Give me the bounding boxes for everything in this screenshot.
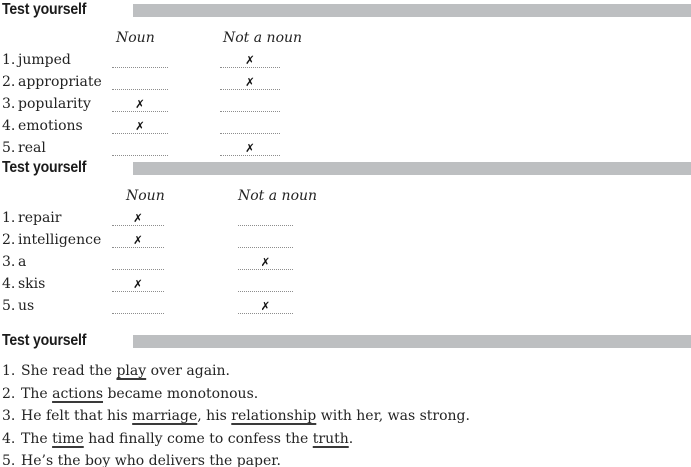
test-yourself-section-1 [2, 2, 691, 159]
not-a-noun-answer-cell [238, 276, 293, 292]
section-3-title: Test yourself [2, 332, 87, 349]
noun-answer-cell [112, 210, 164, 226]
table-row [2, 115, 691, 137]
sentence-text: The [21, 385, 53, 402]
noun-answer-cell [112, 96, 168, 112]
noun-answer-cell [112, 254, 164, 270]
not-a-noun-answer-cell [220, 74, 280, 90]
sentence-text: became monotonous. [103, 385, 259, 402]
row-word: real [18, 140, 46, 156]
not-a-noun-answer-cell [220, 118, 280, 134]
noun-answer-cell [112, 140, 168, 156]
x-mark-icon: ✗ [133, 277, 143, 291]
column-header-not-a-noun: Not a noun [238, 188, 318, 204]
sentence-number: 4. [2, 430, 16, 447]
section-3-header [2, 333, 691, 349]
row-number: 3. [2, 254, 16, 270]
noun-answer-cell [112, 118, 168, 134]
sentence-text: , his [197, 408, 232, 424]
sentence-text: who delivers the [110, 453, 237, 467]
section-2-title: Test yourself [2, 159, 87, 176]
column-header-not-a-noun: Not a noun [223, 30, 303, 46]
row-number: 4. [2, 118, 16, 134]
section-1-header [2, 2, 691, 18]
not-a-noun-answer-cell [238, 232, 293, 248]
underlined-word: marriage [132, 408, 198, 424]
noun-answer-cell [112, 298, 164, 314]
row-word: intelligence [18, 232, 102, 248]
table-row [2, 49, 691, 71]
sentence-number: 2. [2, 385, 16, 402]
section-1-header-bar [133, 4, 691, 17]
table-row [2, 229, 691, 251]
row-word: repair [18, 210, 62, 226]
x-mark-icon: ✗ [135, 119, 145, 133]
section-2-header-bar [133, 162, 691, 175]
row-number: 5. [2, 140, 16, 156]
column-header-noun: Noun [126, 188, 165, 204]
not-a-noun-answer-cell [238, 298, 293, 314]
test-yourself-section-3 [2, 333, 691, 467]
underlined-word: time [52, 430, 84, 447]
row-number: 1. [2, 52, 16, 68]
sentence-text: with her, was strong. [316, 408, 470, 424]
row-word: us [18, 298, 35, 314]
sentence-text: had finally come to confess the [83, 430, 313, 447]
x-mark-icon: ✗ [135, 97, 145, 111]
sentence-text: The [21, 430, 53, 447]
sentence-item [2, 451, 691, 467]
underlined-word: paper [236, 453, 277, 467]
x-mark-icon: ✗ [245, 141, 255, 155]
x-mark-icon: ✗ [133, 233, 143, 247]
row-number: 1. [2, 210, 16, 226]
row-number: 2. [2, 74, 16, 90]
not-a-noun-answer-cell [220, 52, 280, 68]
underlined-word: boy [84, 453, 111, 467]
sentence-text: . [348, 430, 354, 447]
underlined-word: play [116, 363, 147, 379]
sentence-text: He felt that his [21, 408, 133, 424]
underlined-word: truth [312, 430, 349, 447]
not-a-noun-answer-cell [238, 210, 293, 226]
sentence-text: over again. [146, 363, 230, 379]
table-row [2, 295, 691, 317]
section-1-title: Test yourself [2, 1, 87, 18]
sentence-number: 1. [2, 363, 16, 379]
x-mark-icon: ✗ [245, 75, 255, 89]
sentence-text: He’s the [21, 453, 85, 467]
section-1-rows [2, 49, 691, 159]
noun-answer-cell [112, 52, 168, 68]
underlined-word: actions [52, 385, 104, 402]
table-row [2, 251, 691, 273]
section-3-header-bar [133, 335, 691, 348]
not-a-noun-answer-cell [238, 254, 293, 270]
sentence-list [2, 361, 691, 467]
sentence-item [2, 429, 691, 452]
row-word: skis [18, 276, 46, 292]
x-mark-icon: ✗ [260, 299, 271, 313]
sentence-number: 5. [2, 453, 16, 467]
section-2-column-headers [2, 188, 691, 203]
table-row [2, 137, 691, 159]
noun-answer-cell [112, 74, 168, 90]
row-word: popularity [18, 96, 91, 112]
row-number: 4. [2, 276, 16, 292]
row-word: jumped [18, 52, 71, 68]
sentence-number: 3. [2, 408, 16, 424]
underlined-word: relationship [231, 408, 317, 424]
table-row [2, 93, 691, 115]
x-mark-icon: ✗ [133, 211, 143, 225]
row-number: 5. [2, 298, 16, 314]
row-word: emotions [18, 118, 83, 134]
row-word: appropriate [18, 74, 102, 90]
table-row [2, 207, 691, 229]
sentence-item [2, 361, 691, 384]
sentence-item [2, 384, 691, 407]
noun-answer-cell [112, 276, 164, 292]
row-number: 3. [2, 96, 16, 112]
section-2-header [2, 160, 691, 176]
noun-answer-cell [112, 232, 164, 248]
row-number: 2. [2, 232, 16, 248]
column-header-noun: Noun [116, 30, 155, 46]
table-row [2, 273, 691, 295]
x-mark-icon: ✗ [245, 53, 255, 67]
sentence-text: . [276, 453, 281, 467]
section-2-rows [2, 207, 691, 317]
section-1-column-headers [2, 30, 691, 45]
test-yourself-section-2 [2, 160, 691, 317]
sentence-item [2, 406, 691, 429]
row-word: a [18, 254, 27, 270]
table-row [2, 71, 691, 93]
not-a-noun-answer-cell [220, 96, 280, 112]
sentence-text: She read the [21, 363, 117, 379]
not-a-noun-answer-cell [220, 140, 280, 156]
x-mark-icon: ✗ [260, 255, 271, 269]
